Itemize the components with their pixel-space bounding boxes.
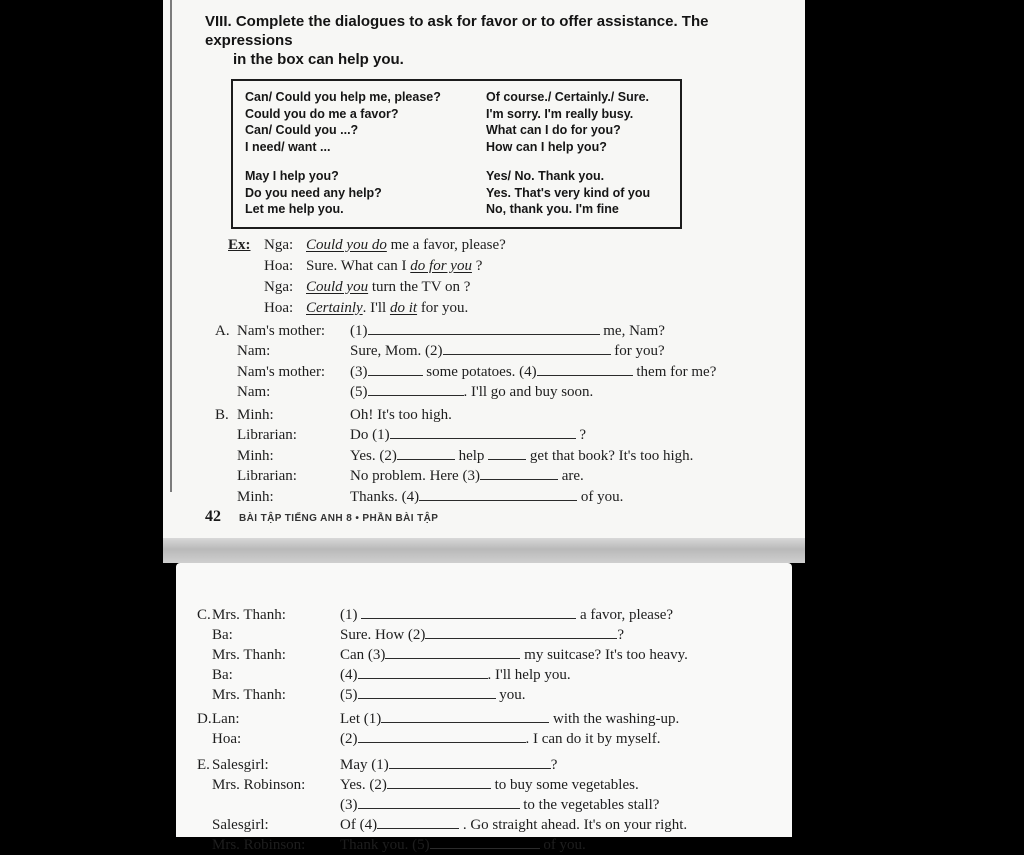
dialogue-row <box>176 709 792 729</box>
speaker-name: Minh: <box>237 447 274 464</box>
speaker-name: Ba: <box>212 627 233 643</box>
dialogue-text: Do (1) ? <box>350 427 586 443</box>
speaker-name: Nam: <box>237 384 271 400</box>
blank-line <box>419 487 577 501</box>
blank-line <box>443 342 611 356</box>
speaker-name: Librarian: <box>237 427 297 443</box>
dialogue-row <box>176 605 792 625</box>
dialogue-text: Yes. (2) help get that book? It's too high. <box>350 447 694 464</box>
example-answer: Certainly <box>306 299 363 316</box>
speaker-name: Mrs. Robinson: <box>212 777 306 793</box>
dialogue-text: (3) some potatoes. (4) them for me? <box>350 363 717 380</box>
expressions-box <box>231 79 682 229</box>
speaker-name: Salesgirl: <box>212 757 269 773</box>
speaker-name: Nam's mother: <box>237 363 326 380</box>
dialogues-page1 <box>163 321 805 508</box>
page-footer <box>205 508 438 526</box>
blank-line <box>397 446 455 460</box>
dialogue-text: Thanks. (4) of you. <box>350 488 624 505</box>
dialogue-row <box>163 341 805 362</box>
speaker-name: Librarian: <box>237 468 297 484</box>
speaker-name: Minh: <box>237 406 274 423</box>
page-scan-2 <box>176 563 792 853</box>
dialogue-text: (1) a favor, please? <box>340 607 674 623</box>
dialogue-row <box>163 487 805 508</box>
expression-item: What can I do for you? <box>486 123 621 137</box>
page-binding-shadow <box>170 0 172 492</box>
dialogue-text: Sure, Mom. (2) for you? <box>350 343 665 359</box>
blank-line <box>389 756 551 770</box>
dialogue-text: Certainly. I'll do it for you. <box>306 299 469 316</box>
dialogue-text: Oh! It's too high. <box>350 406 452 423</box>
expression-item: May I help you? <box>245 169 339 183</box>
page-number: 42 <box>205 508 221 525</box>
blank-line <box>387 776 491 790</box>
example-answer: Could you <box>306 278 369 295</box>
dialogue-row <box>176 815 792 835</box>
example-row <box>228 277 805 298</box>
speaker-name: Mrs. Thanh: <box>212 607 286 623</box>
blank-line <box>361 606 576 620</box>
speaker-name: Mrs. Thanh: <box>212 647 286 663</box>
dialogue-letter: E. <box>197 757 210 773</box>
dialogue-row <box>176 835 792 855</box>
blank-line <box>368 321 600 335</box>
dialogue-text: (5) . I'll go and buy soon. <box>350 384 594 400</box>
expression-item: Let me help you. <box>245 202 344 216</box>
expression-gap <box>486 155 674 168</box>
expression-item: Yes/ No. Thank you. <box>486 169 605 183</box>
dialogue-row <box>176 729 792 749</box>
blank-line <box>358 796 520 810</box>
dialogue-text: Could you turn the TV on ? <box>306 278 471 295</box>
example-row <box>228 298 805 319</box>
exercise-heading <box>205 12 780 69</box>
expression-item: I'm sorry. I'm really busy. <box>486 106 634 121</box>
dialogue-text: Can (3) my suitcase? It's too heavy. <box>340 647 688 663</box>
speaker-name: Mrs. Robinson: <box>212 837 306 853</box>
dialogue-row <box>176 625 792 645</box>
dialogue-letter: C. <box>197 607 211 623</box>
example-row <box>228 256 805 277</box>
exercise-heading-line2: in the box can help you. <box>233 51 404 68</box>
blank-line <box>368 362 423 376</box>
dialogue-B <box>163 405 805 508</box>
dialogue-letter: D. <box>197 711 212 727</box>
dialogue-text: (2) . I can do it by myself. <box>340 731 661 747</box>
dialogue-row <box>176 645 792 665</box>
blank-line <box>358 686 496 700</box>
footer-book-title: BÀI TẬP TIẾNG ANH 8 • PHẦN BÀI TẬP <box>239 513 439 524</box>
dialogue-row <box>163 425 805 446</box>
exercise-heading-line1: VIII. Complete the dialogues to ask for favor or to offer assistance. The expressions <box>205 13 709 49</box>
dialogues-page2 <box>176 605 792 855</box>
dialogue-text: May (1) ? <box>340 757 558 773</box>
expression-item: No, thank you. I'm fine <box>486 202 619 216</box>
blank-line <box>377 816 459 830</box>
dialogue-text: Of (4) . Go straight ahead. It's on your right. <box>340 817 688 833</box>
speaker-name: Minh: <box>237 488 274 505</box>
dialogue-row <box>163 382 805 403</box>
expression-item: Of course./ Certainly./ Sure. <box>486 90 650 104</box>
dialogue-text: (5) you. <box>340 687 526 703</box>
example-label: Ex: <box>228 236 251 253</box>
example-dialogue <box>228 235 805 319</box>
page-gap <box>163 538 805 563</box>
blank-line <box>430 836 540 850</box>
expressions-column-right <box>486 89 674 218</box>
dialogue-text: Let (1) with the washing-up. <box>340 711 680 727</box>
speaker-name: Nam's mother: <box>237 322 326 339</box>
example-answer: Could you do <box>306 236 387 253</box>
dialogue-row <box>176 795 792 815</box>
example-row <box>228 235 805 256</box>
dialogue-E <box>176 755 792 855</box>
speaker-name: Nam: <box>237 343 271 359</box>
dialogue-text: No problem. Here (3) are. <box>350 468 584 484</box>
example-answer: do for you <box>410 257 472 274</box>
dialogue-text: Yes. (2) to buy some vegetables. <box>340 777 639 793</box>
dialogue-row <box>176 775 792 795</box>
page-scan-1 <box>163 0 805 538</box>
blank-line <box>488 446 526 460</box>
dialogue-text: Could you do me a favor, please? <box>306 236 506 253</box>
speaker-name: Hoa: <box>264 257 294 274</box>
expression-item: Can/ Could you ...? <box>245 123 359 137</box>
blank-line <box>368 383 464 397</box>
dialogue-D <box>176 709 792 749</box>
dialogue-text: Sure. How (2) ? <box>340 627 625 643</box>
blank-line <box>537 362 633 376</box>
speaker-name: Hoa: <box>212 731 242 747</box>
expression-item: Yes. That's very kind of you <box>486 185 651 200</box>
dialogue-row <box>163 446 805 467</box>
blank-line <box>385 646 520 660</box>
dialogue-text: (4) . I'll help you. <box>340 667 571 683</box>
dialogue-text: Sure. What can I do for you ? <box>306 257 483 274</box>
expression-item: How can I help you? <box>486 139 607 154</box>
example-answer: do it <box>389 299 418 316</box>
dialogue-A <box>163 321 805 403</box>
dialogue-row <box>163 362 805 383</box>
dialogue-row <box>163 405 805 426</box>
dialogue-C <box>176 605 792 705</box>
speaker-name: Ba: <box>212 667 233 683</box>
speaker-name: Hoa: <box>264 299 294 316</box>
speaker-name: Salesgirl: <box>212 817 269 833</box>
expression-item: Do you need any help? <box>245 185 382 200</box>
blank-line <box>358 730 526 744</box>
blank-line <box>390 426 576 440</box>
dialogue-text: Thank you. (5) of you. <box>340 837 586 853</box>
dialogue-letter: B. <box>215 406 229 423</box>
blank-line <box>480 467 558 481</box>
dialogue-row <box>176 685 792 705</box>
expression-item: Can/ Could you help me, please? <box>245 90 441 104</box>
dialogue-letter: A. <box>215 322 230 339</box>
expressions-column-left <box>245 89 486 218</box>
dialogue-row <box>176 665 792 685</box>
expression-item: Could you do me a favor? <box>245 106 399 121</box>
dialogue-row <box>163 321 805 342</box>
speaker-name: Lan: <box>212 711 240 727</box>
dialogue-text: (1) me, Nam? <box>350 322 665 339</box>
expression-gap <box>245 155 486 168</box>
speaker-name: Nga: <box>264 278 294 295</box>
expression-item: I need/ want ... <box>245 139 331 154</box>
dialogue-row <box>176 755 792 775</box>
speaker-name: Nga: <box>264 236 294 253</box>
blank-line <box>425 626 617 640</box>
blank-line <box>358 666 488 680</box>
speaker-name: Mrs. Thanh: <box>212 687 286 703</box>
blank-line <box>381 710 549 724</box>
dialogue-text: (3) to the vegetables stall? <box>340 797 660 813</box>
dialogue-row <box>163 466 805 487</box>
